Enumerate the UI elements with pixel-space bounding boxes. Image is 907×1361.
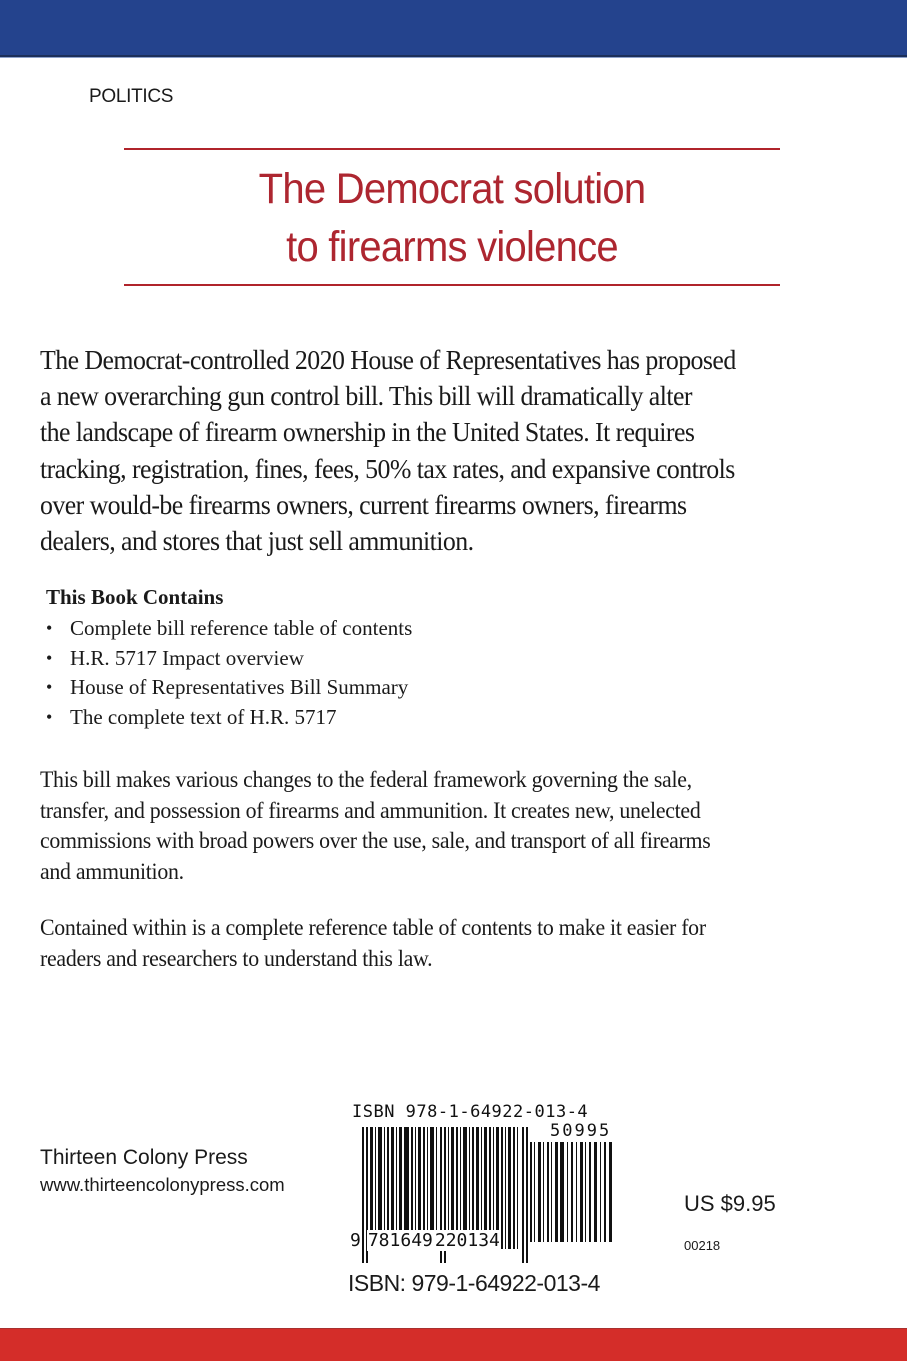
barcode-digits bbox=[350, 1230, 501, 1251]
intro-line: tracking, registration, fines, fees, 50% tax rates, and expansive controls bbox=[40, 452, 735, 484]
list-item: • House of Representatives Bill Summary bbox=[46, 673, 412, 703]
barcode-addon-bars bbox=[530, 1142, 616, 1242]
price-label: US $9.95 bbox=[684, 1191, 776, 1216]
headline bbox=[124, 160, 780, 276]
publisher-name: Thirteen Colony Press bbox=[40, 1146, 248, 1169]
bottom-color-band bbox=[0, 1328, 907, 1361]
intro-line: dealers, and stores that just sell ammunition. bbox=[40, 525, 474, 557]
intro-line: over would-be firearms owners, current firearms owners, firearms bbox=[40, 488, 687, 520]
isbn-label: ISBN: 979-1-64922-013-4 bbox=[348, 1270, 600, 1296]
paragraph-line: Contained within is a complete reference table of contents to make it easier for bbox=[40, 915, 706, 940]
barcode-digit-group-1: 781649 bbox=[367, 1230, 433, 1251]
contains-heading: This Book Contains bbox=[46, 585, 224, 609]
paragraph-line: readers and researchers to understand this law. bbox=[40, 945, 433, 971]
headline-line-2: to firearms violence bbox=[286, 223, 618, 271]
list-item: • The complete text of H.R. 5717 bbox=[46, 703, 412, 733]
barcode-addon-number: 50995 bbox=[550, 1121, 612, 1141]
contains-list bbox=[46, 614, 412, 732]
category-label: POLITICS bbox=[89, 86, 174, 107]
paragraph-line: This bill makes various changes to the federal framework governing the sale, bbox=[40, 767, 692, 792]
intro-line: The Democrat-controlled 2020 House of Representatives has proposed bbox=[40, 344, 736, 375]
publisher-block bbox=[40, 1144, 285, 1198]
description-paragraph bbox=[40, 765, 860, 887]
list-item: • H.R. 5717 Impact overview bbox=[46, 644, 412, 674]
barcode-digit-group-2: 220134 bbox=[434, 1230, 500, 1251]
headline-rule-bottom bbox=[124, 284, 780, 286]
barcode-isbn-text: ISBN 978-1-64922-013-4 bbox=[352, 1102, 589, 1122]
paragraph-line: transfer, and possession of firearms and ammunition. It creates new, unelected bbox=[40, 797, 701, 823]
intro-paragraph bbox=[40, 342, 860, 559]
list-item: • Complete bill reference table of contents bbox=[46, 614, 412, 644]
paragraph-line: commissions with broad powers over the use, sale, and transport of all firearms bbox=[40, 828, 711, 853]
product-code: 00218 bbox=[684, 1238, 721, 1253]
contents-note-paragraph bbox=[40, 913, 860, 974]
publisher-url: www.thirteencolonypress.com bbox=[40, 1174, 285, 1195]
headline-line-1: The Democrat solution bbox=[258, 165, 646, 213]
paragraph-line: and ammunition. bbox=[40, 858, 184, 884]
intro-line: the landscape of firearm ownership in the United States. It requires bbox=[40, 416, 695, 448]
barcode-digit-first: 9 bbox=[350, 1230, 361, 1251]
headline-rule-top bbox=[124, 148, 780, 150]
intro-line: a new overarching gun control bill. This bill will dramatically alter bbox=[40, 380, 692, 412]
top-color-band bbox=[0, 0, 907, 57]
